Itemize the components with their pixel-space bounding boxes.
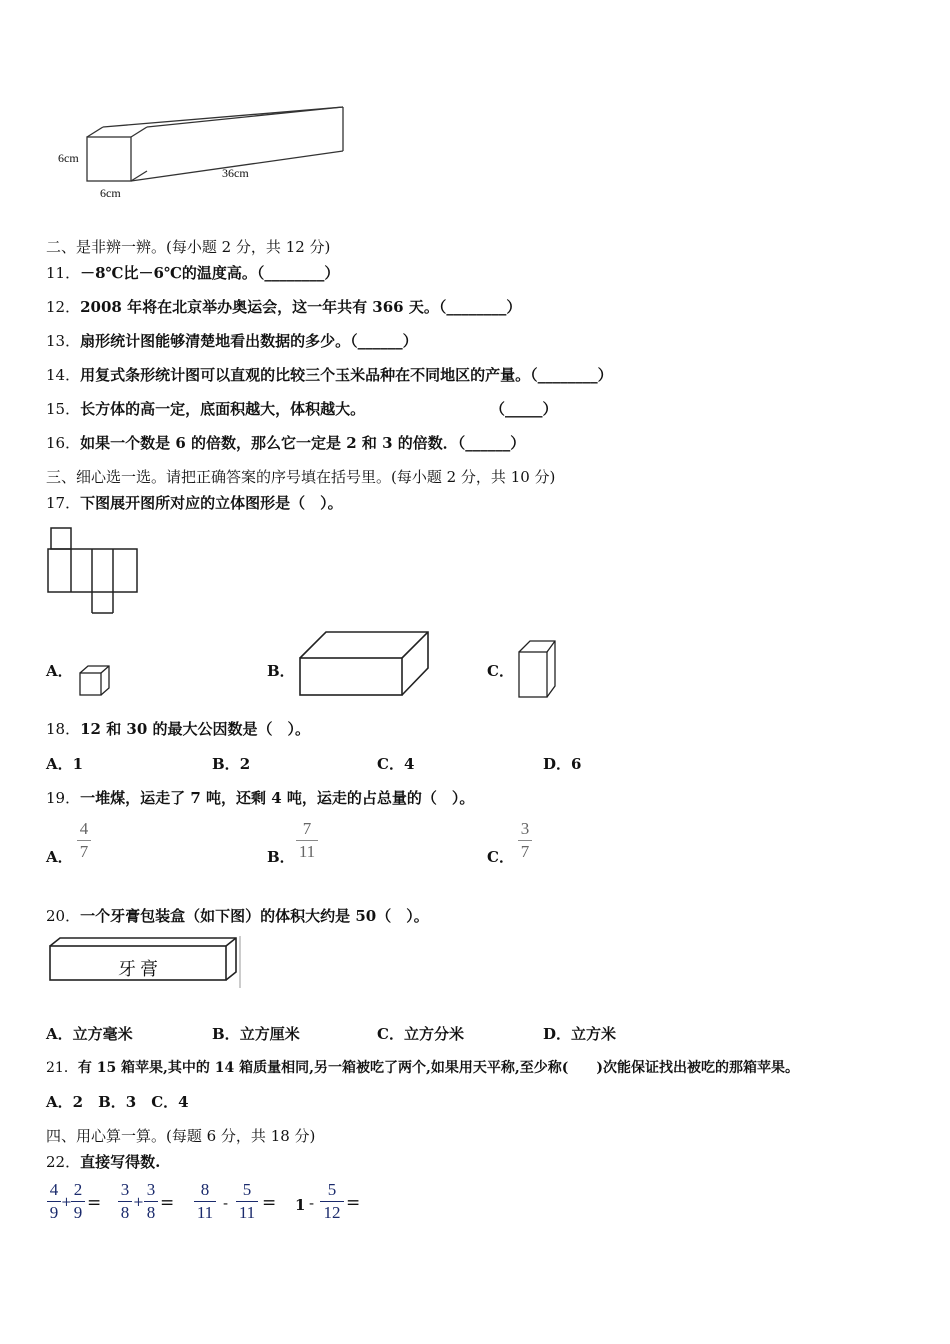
fraction-bar [518, 840, 532, 841]
q14-text: 用复式条形统计图可以直观的比较三个玉米品种在不同地区的产量。（________） [80, 366, 613, 384]
section3-heading: 三、细心选一选。请把正确答案的序号填在括号里。(每小题 2 分，共 10 分) [46, 468, 556, 486]
q17-text: 下图展开图所对应的立体图形是（ ）。 [80, 494, 343, 512]
q18-a-label: A． [46, 755, 73, 773]
toothpaste-label: 牙膏 [118, 959, 162, 980]
tall-box-icon [516, 638, 558, 700]
numerator: 4 [49, 1180, 59, 1199]
q19-text: 一堆煤，运走了 7 吨，还剩 4 吨，运走的占总量的（ ）。 [80, 789, 475, 807]
width-label: 6cm [100, 186, 121, 200]
fraction-bar [118, 1201, 132, 1202]
q21-options[interactable]: A．2 B．3 C．4 [46, 1093, 189, 1111]
q18-a-value: 1 [72, 755, 84, 773]
q18-number: 18． [46, 720, 81, 738]
q20-b-label: B． [212, 1025, 240, 1043]
q19 [46, 787, 474, 808]
q19-b-fraction [296, 820, 318, 861]
numerator: 3 [520, 819, 530, 838]
fraction-bar [71, 1201, 85, 1202]
q20-number: 20． [46, 907, 81, 925]
height-label: 6cm [58, 151, 79, 165]
q20-d-label: D． [543, 1025, 572, 1043]
q20-a-value: 立方毫米 [72, 1025, 133, 1043]
q18-d-value: 6 [571, 755, 582, 773]
q18-option-b[interactable] [212, 753, 250, 774]
expr4-equals: = [346, 1193, 361, 1213]
q12-number: 12． [46, 298, 81, 316]
fraction-bar [144, 1201, 158, 1202]
fraction-bar [77, 840, 91, 841]
q22 [46, 1151, 160, 1172]
numerator: 5 [327, 1180, 337, 1199]
denominator: 12 [323, 1203, 341, 1222]
expr2-operator: + [133, 1195, 144, 1210]
denominator: 7 [520, 842, 530, 861]
q16-number: 16． [46, 434, 81, 452]
q21-number: 21． [46, 1060, 78, 1076]
denominator: 9 [73, 1203, 83, 1222]
fraction-bar [296, 840, 318, 841]
expr1-operator: + [61, 1195, 72, 1210]
denominator: 7 [79, 842, 89, 861]
q18-b-value: 2 [239, 755, 251, 773]
q17 [46, 492, 343, 513]
section2-heading: 二、是非辨一辨。(每小题 2 分，共 12 分) [46, 238, 331, 256]
fraction-bar [320, 1201, 344, 1202]
q22-number: 22． [46, 1153, 81, 1171]
expr1-equals: = [87, 1193, 102, 1213]
numerator: 3 [120, 1180, 130, 1199]
q13-number: 13． [46, 332, 81, 350]
q20-option-b[interactable] [212, 1023, 300, 1044]
expr2-fraction-b [144, 1181, 158, 1222]
q17-option-c[interactable]: C． [487, 662, 514, 680]
q15-blank: （_____） [490, 400, 558, 418]
q20-option-d[interactable] [543, 1023, 616, 1044]
expr4-fraction-b [320, 1181, 344, 1222]
q11 [46, 262, 339, 283]
q15 [46, 398, 365, 419]
q20-c-value: 立方分米 [403, 1025, 464, 1043]
q18-d-label: D． [543, 755, 572, 773]
expr4-lead: 1 [295, 1196, 306, 1214]
q18-c-label: C． [377, 755, 404, 773]
q17-option-b[interactable]: B． [267, 662, 295, 680]
q19-option-a[interactable]: A． [46, 848, 73, 866]
q20-b-value: 立方厘米 [239, 1025, 300, 1043]
expr1-fraction-a [47, 1181, 61, 1222]
q20-d-value: 立方米 [571, 1025, 617, 1043]
numerator: 5 [242, 1180, 252, 1199]
small-cube-icon [78, 664, 110, 698]
q18-option-c[interactable] [377, 753, 414, 774]
denominator: 11 [238, 1203, 256, 1222]
q11-number: 11． [46, 264, 81, 282]
numerator: 4 [79, 819, 89, 838]
q20-a-label: A． [46, 1025, 73, 1043]
expr2-fraction-a [118, 1181, 132, 1222]
q20-option-c[interactable] [377, 1023, 464, 1044]
q16 [46, 432, 525, 453]
q13-text: 扇形统计图能够清楚地看出数据的多少。（______） [80, 332, 418, 350]
q17-number: 17． [46, 494, 81, 512]
fraction-bar [194, 1201, 216, 1202]
fraction-bar [236, 1201, 258, 1202]
expr1-fraction-b [71, 1181, 85, 1222]
q16-text: 如果一个数是 6 的倍数，那么它一定是 2 和 3 的倍数．（______） [80, 434, 526, 452]
cube-net-figure [46, 527, 141, 615]
denominator: 8 [146, 1203, 156, 1222]
numerator: 7 [302, 819, 312, 838]
numerator: 2 [73, 1180, 83, 1199]
q18-option-a[interactable] [46, 753, 83, 774]
q13 [46, 330, 418, 351]
denominator: 11 [298, 842, 316, 861]
expr3-operator: - [223, 1194, 229, 1212]
expr3-fraction-b [236, 1181, 258, 1222]
q18-text: 12 和 30 的最大公因数是（ ）。 [80, 720, 311, 738]
q15-text: 长方体的高一定，底面积越大，体积越大。 [80, 400, 366, 418]
q15-number: 15． [46, 400, 81, 418]
q21-text: 有 15 箱苹果,其中的 14 箱质量相同,另一箱被吃了两个,如果用天平称,至少称( )次能保证找出被吃的那箱苹果。 [77, 1060, 800, 1076]
q19-number: 19． [46, 789, 81, 807]
q22-text: 直接写得数. [80, 1153, 161, 1171]
fraction-bar [47, 1201, 61, 1202]
numerator: 8 [200, 1180, 210, 1199]
q18 [46, 718, 310, 739]
q21 [46, 1057, 799, 1077]
q17-option-a[interactable]: A． [46, 662, 73, 680]
denominator: 11 [196, 1203, 214, 1222]
q11-text: －8℃比－6℃的温度高。（________） [80, 264, 340, 282]
q12-text: 2008 年将在北京举办奥运会，这一年共有 366 天。（________） [80, 298, 522, 316]
q19-a-fraction [77, 820, 91, 861]
q18-b-label: B． [212, 755, 240, 773]
length-label: 36cm [222, 166, 249, 180]
expr3-equals: = [262, 1193, 277, 1213]
q18-option-d[interactable] [543, 753, 581, 774]
q20 [46, 905, 429, 926]
q19-c-fraction [518, 820, 532, 861]
q12 [46, 296, 521, 317]
q20-c-label: C． [377, 1025, 404, 1043]
expr3-fraction-a [194, 1181, 216, 1222]
q14-number: 14． [46, 366, 81, 384]
section4-heading: 四、用心算一算。(每题 6 分，共 18 分) [46, 1127, 316, 1145]
q19-option-b[interactable]: B． [267, 848, 295, 866]
q18-c-value: 4 [403, 755, 415, 773]
denominator: 9 [49, 1203, 59, 1222]
expr2-equals: = [160, 1193, 175, 1213]
expr4-operator: - [309, 1194, 315, 1212]
q14 [46, 364, 613, 385]
numerator: 3 [146, 1180, 156, 1199]
flat-box-icon [298, 628, 430, 698]
denominator: 8 [120, 1203, 130, 1222]
q20-text: 一个牙膏包装盒（如下图）的体积大约是 50（ ）。 [80, 907, 429, 925]
q20-option-a[interactable] [46, 1023, 133, 1044]
q19-option-c[interactable]: C． [487, 848, 514, 866]
